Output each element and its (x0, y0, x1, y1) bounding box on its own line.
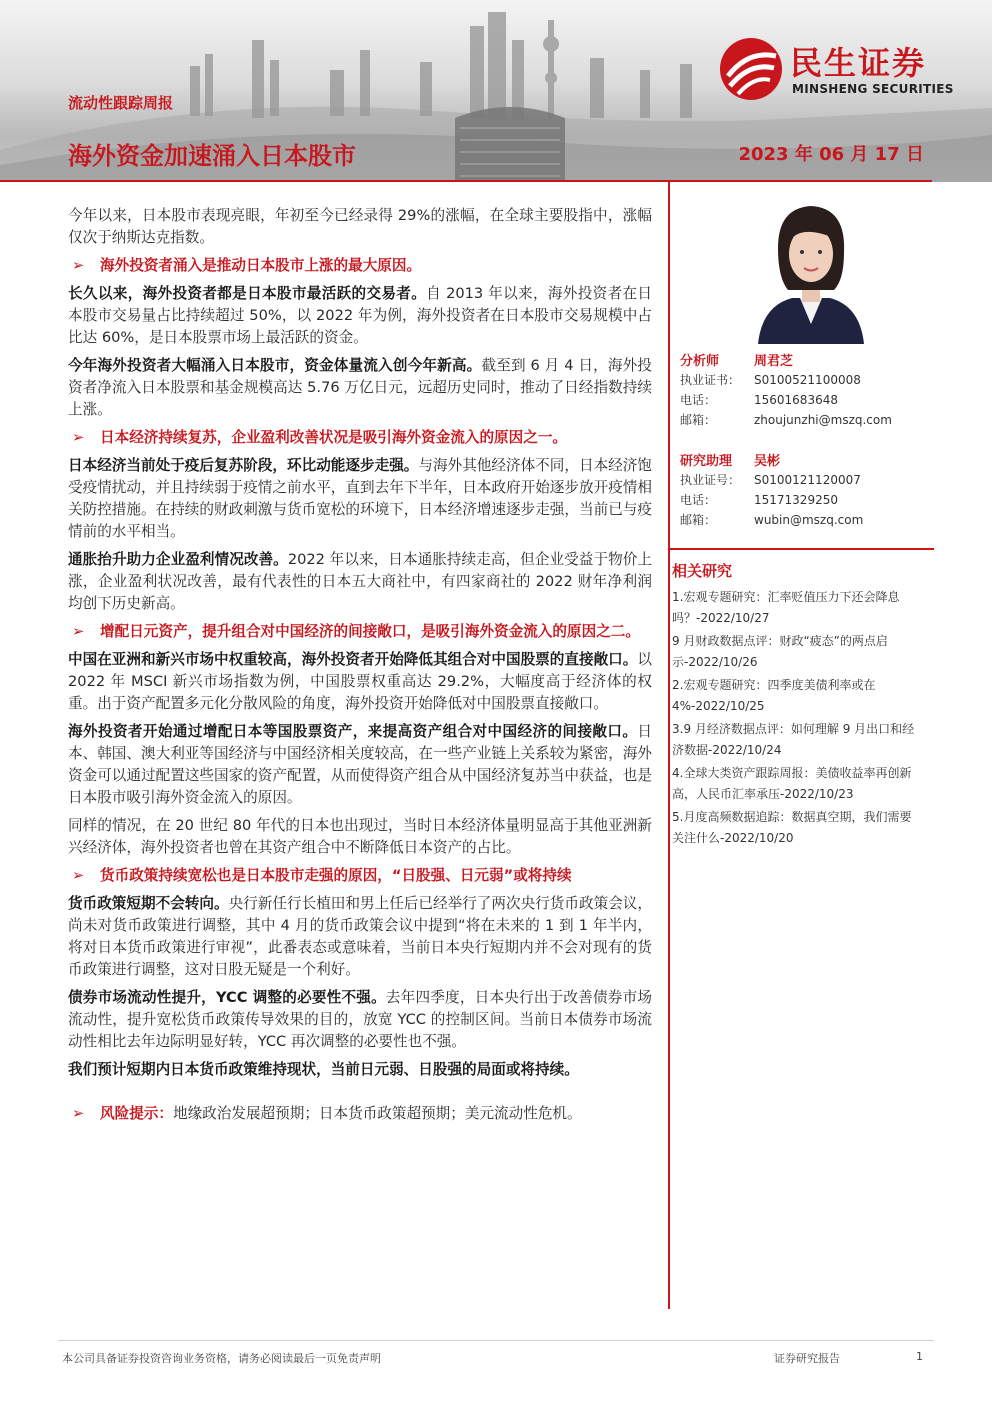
analyst-cert-row (680, 470, 934, 490)
report-title: 海外资金加速涌入日本股市 (68, 142, 356, 170)
related-item[interactable]: 9 月财政数据点评：财政“疲态”的两点启示-2022/10/26 (672, 634, 888, 669)
brand-name-en: MINSHENG SECURITIES (792, 82, 954, 96)
analyst-phone-row (680, 490, 934, 510)
analyst-name: 周君芝 (754, 354, 794, 369)
paragraph (68, 455, 652, 543)
risk-warning (68, 1103, 652, 1125)
phone-label: 电话： (680, 393, 717, 407)
analyst-card-1 (680, 350, 934, 430)
arrow-bullet-icon: ➢ (72, 623, 85, 640)
paragraph (68, 987, 652, 1053)
paragraph (68, 549, 652, 615)
footer-divider (58, 1340, 934, 1341)
section-heading-2 (68, 427, 652, 449)
main-content (68, 205, 652, 1131)
body-text: 去年四季度，日本央行出于改善债券市场流动性，提升宽松货币政策传导效果的目的，放宽 YCC 的控制区间。当前日本债券市场流动性相比去年边际明显好转，YCC 再次调整的必要性也不强。 (68, 989, 652, 1050)
related-item[interactable]: 1.宏观专题研究：汇率贬值压力下还会降息吗？-2022/10/27 (672, 590, 900, 625)
risk-text: 地缘政治发展超预期；日本货币政策超预期；美元流动性危机。 (172, 1105, 582, 1122)
paragraph: 同样的情况，在 20 世纪 80 年代的日本也出现过，当时日本经济体量明显高于其他亚洲新兴经济体，海外投资者也曾在其资产组合中不断降低日本资产的占比。 (68, 817, 652, 856)
body-text: 与海外其他经济体不同，日本经济饱受疫情扰动，并且持续弱于疫情之前水平，直到去年下半年，日本政府开始逐步放开疫情相关防控措施。在持续的财政刺激与货币宽松的环境下，日本经济增速逐步走强，当前已与疫情前的水平相当。 (68, 457, 652, 540)
footer-disclaimer: 本公司具备证券投资咨询业务资格，请务必阅读最后一页免责声明 (62, 1352, 381, 1365)
related-item[interactable]: 5.月度高频数据追踪：数据真空期，我们需要关注什么-2022/10/20 (672, 810, 912, 845)
header-divider (0, 180, 932, 182)
section-heading-4-text: 货币政策持续宽松也是日本股市走强的原因，“日股强、日元弱”或将持续 (100, 867, 572, 884)
footer-doc-type: 证券研究报告 (774, 1352, 840, 1365)
arrow-bullet-icon: ➢ (72, 257, 85, 274)
body-text: 截至到 6 月 4 日，海外投资者净流入日本股票和基金规模高达 5.76 万亿日元，远超历史同时，推动了日经指数持续上涨。 (68, 357, 652, 418)
section-heading-3-text: 增配日元资产，提升组合对中国经济的间接敞口，是吸引海外资金流入的原因之二。 (100, 623, 640, 640)
related-item[interactable]: 4.全球大类资产跟踪周报：美债收益率再创新高，人民币汇率承压-2022/10/23 (672, 766, 912, 801)
analyst-card-2 (680, 450, 934, 530)
related-research-title: 相关研究 (672, 562, 733, 580)
cert-label: 执业证书： (680, 373, 741, 387)
email-label: 邮箱： (680, 413, 717, 427)
email-label: 邮箱： (680, 513, 717, 527)
cert-value: S0100521100008 (754, 373, 861, 387)
cert-value: S0100121120007 (754, 473, 861, 487)
brand-name-cn: 民生证券 (790, 44, 927, 82)
lead-sentence: 海外投资者开始通过增配日本等国股票资产，来提高资产组合对中国经济的间接敞口。 (68, 723, 638, 740)
arrow-bullet-icon: ➢ (72, 1105, 85, 1122)
analyst-cert-row (680, 370, 934, 390)
minsheng-logo-icon (718, 36, 784, 102)
section-heading-1 (68, 255, 652, 277)
sidebar-divider (668, 548, 934, 550)
phone-label: 电话： (680, 493, 717, 507)
cert-label: 执业证号： (680, 473, 741, 487)
analyst-phone-row (680, 390, 934, 410)
analyst-email-row (680, 510, 934, 530)
section-heading-4 (68, 865, 652, 887)
paragraph (68, 355, 652, 421)
analyst-photo (748, 194, 874, 344)
lead-sentence: 通胀抬升助力企业盈利情况改善。 (68, 551, 288, 568)
related-item[interactable]: 2.宏观专题研究：四季度美债利率或在 4%-2022/10/25 (672, 678, 876, 713)
paragraph (68, 721, 652, 809)
arrow-bullet-icon: ➢ (72, 867, 85, 884)
email-link[interactable]: zhoujunzhi@mszq.com (754, 413, 892, 427)
report-header (0, 0, 992, 182)
phone-value: 15171329250 (754, 493, 838, 507)
conclusion-text: 我们预计短期内日本货币政策维持现状，当前日元弱、日股强的局面或将持续。 (68, 1061, 579, 1078)
analyst-heading (680, 450, 934, 470)
report-type: 流动性跟踪周报 (68, 94, 174, 112)
phone-value: 15601683648 (754, 393, 838, 407)
risk-label: 风险提示： (100, 1105, 173, 1122)
paragraph (68, 893, 652, 981)
paragraph (68, 649, 652, 715)
lead-sentence: 中国在亚洲和新兴市场中权重较高，海外投资者开始降低其组合对中国股票的直接敞口。 (68, 651, 638, 668)
lead-sentence: 今年海外投资者大幅涌入日本股市，资金体量流入创今年新高。 (68, 357, 482, 374)
body-text: 日本、韩国、澳大利亚等国经济与中国经济相关度较高，在一些产业链上关系较为紧密，海外资金可以通过配置这些国家的资产配置，从而使得资产组合从中国经济复苏当中获益，也是日本股市吸引海外资金流入的原因。 (68, 723, 652, 806)
body-text: 2022 年以来，日本通胀持续走高，但企业受益于物价上涨，企业盈利状况改善，最有代表性的日本五大商社中，有四家商社的 2022 财年净利润均创下历史新高。 (68, 551, 653, 612)
body-text: 自 2013 年以来，海外投资者在日本股市交易量占比持续超过 50%，以 2022 年为例，海外投资者在日本股市交易规模中占比达 60%，是日本股票市场上最活跃的资金。 (68, 285, 652, 346)
page-number: 1 (916, 1350, 923, 1363)
related-research-list (672, 587, 916, 851)
analyst-email-row (680, 410, 934, 430)
analyst-role: 分析师 (680, 354, 720, 369)
lead-sentence: 债券市场流动性提升，YCC 调整的必要性不强。 (68, 989, 386, 1006)
paragraph (68, 283, 652, 349)
related-item[interactable]: 3.9 月经济数据点评：如何理解 9 月出口和经济数据-2022/10/24 (672, 722, 915, 757)
conclusion (68, 1059, 652, 1081)
intro-paragraph: 今年以来，日本股市表现亮眼，年初至今已经录得 29%的涨幅，在全球主要股指中，涨幅仅次于纳斯达克指数。 (68, 207, 652, 246)
arrow-bullet-icon: ➢ (72, 429, 85, 446)
section-heading-3 (68, 621, 652, 643)
analyst-heading (680, 350, 934, 370)
column-divider (668, 182, 670, 1309)
lead-sentence: 长久以来，海外投资者都是日本股市最活跃的交易者。 (68, 285, 427, 302)
body-text: 以 2022 年 MSCI 新兴市场指数为例，中国股票权重高达 29.2%，大幅度高于经济体的权重。出于资产配置多元化分散风险的角度，海外投资开始降低对中国股票直接敞口。 (68, 651, 652, 712)
report-date: 2023 年 06 月 17 日 (738, 144, 924, 165)
analyst-role: 研究助理 (680, 454, 733, 469)
lead-sentence: 日本经济当前处于疫后复苏阶段，环比动能逐步走强。 (68, 457, 419, 474)
lead-sentence: 货币政策短期不会转向。 (68, 895, 229, 912)
body-text: 央行新任行长植田和男上任后已经举行了两次央行货币政策会议，尚未对货币政策进行调整，其中 4 月的货币政策会议中提到“将在未来的 1 到 1 年半内，将对日本货币政策进行审视”，此番表态或意味着，当前日本央行短期内并不会对现有的货币政策进行调整，这对日股无疑是一个利好。 (68, 895, 652, 978)
section-heading-2-text: 日本经济持续复苏，企业盈利改善状况是吸引海外资金流入的原因之一。 (100, 429, 568, 446)
analyst-name: 吴彬 (754, 454, 781, 469)
section-heading-1-text: 海外投资者涌入是推动日本股市上涨的最大原因。 (100, 257, 422, 274)
email-link[interactable]: wubin@mszq.com (754, 513, 864, 527)
brand-logo (718, 36, 968, 102)
